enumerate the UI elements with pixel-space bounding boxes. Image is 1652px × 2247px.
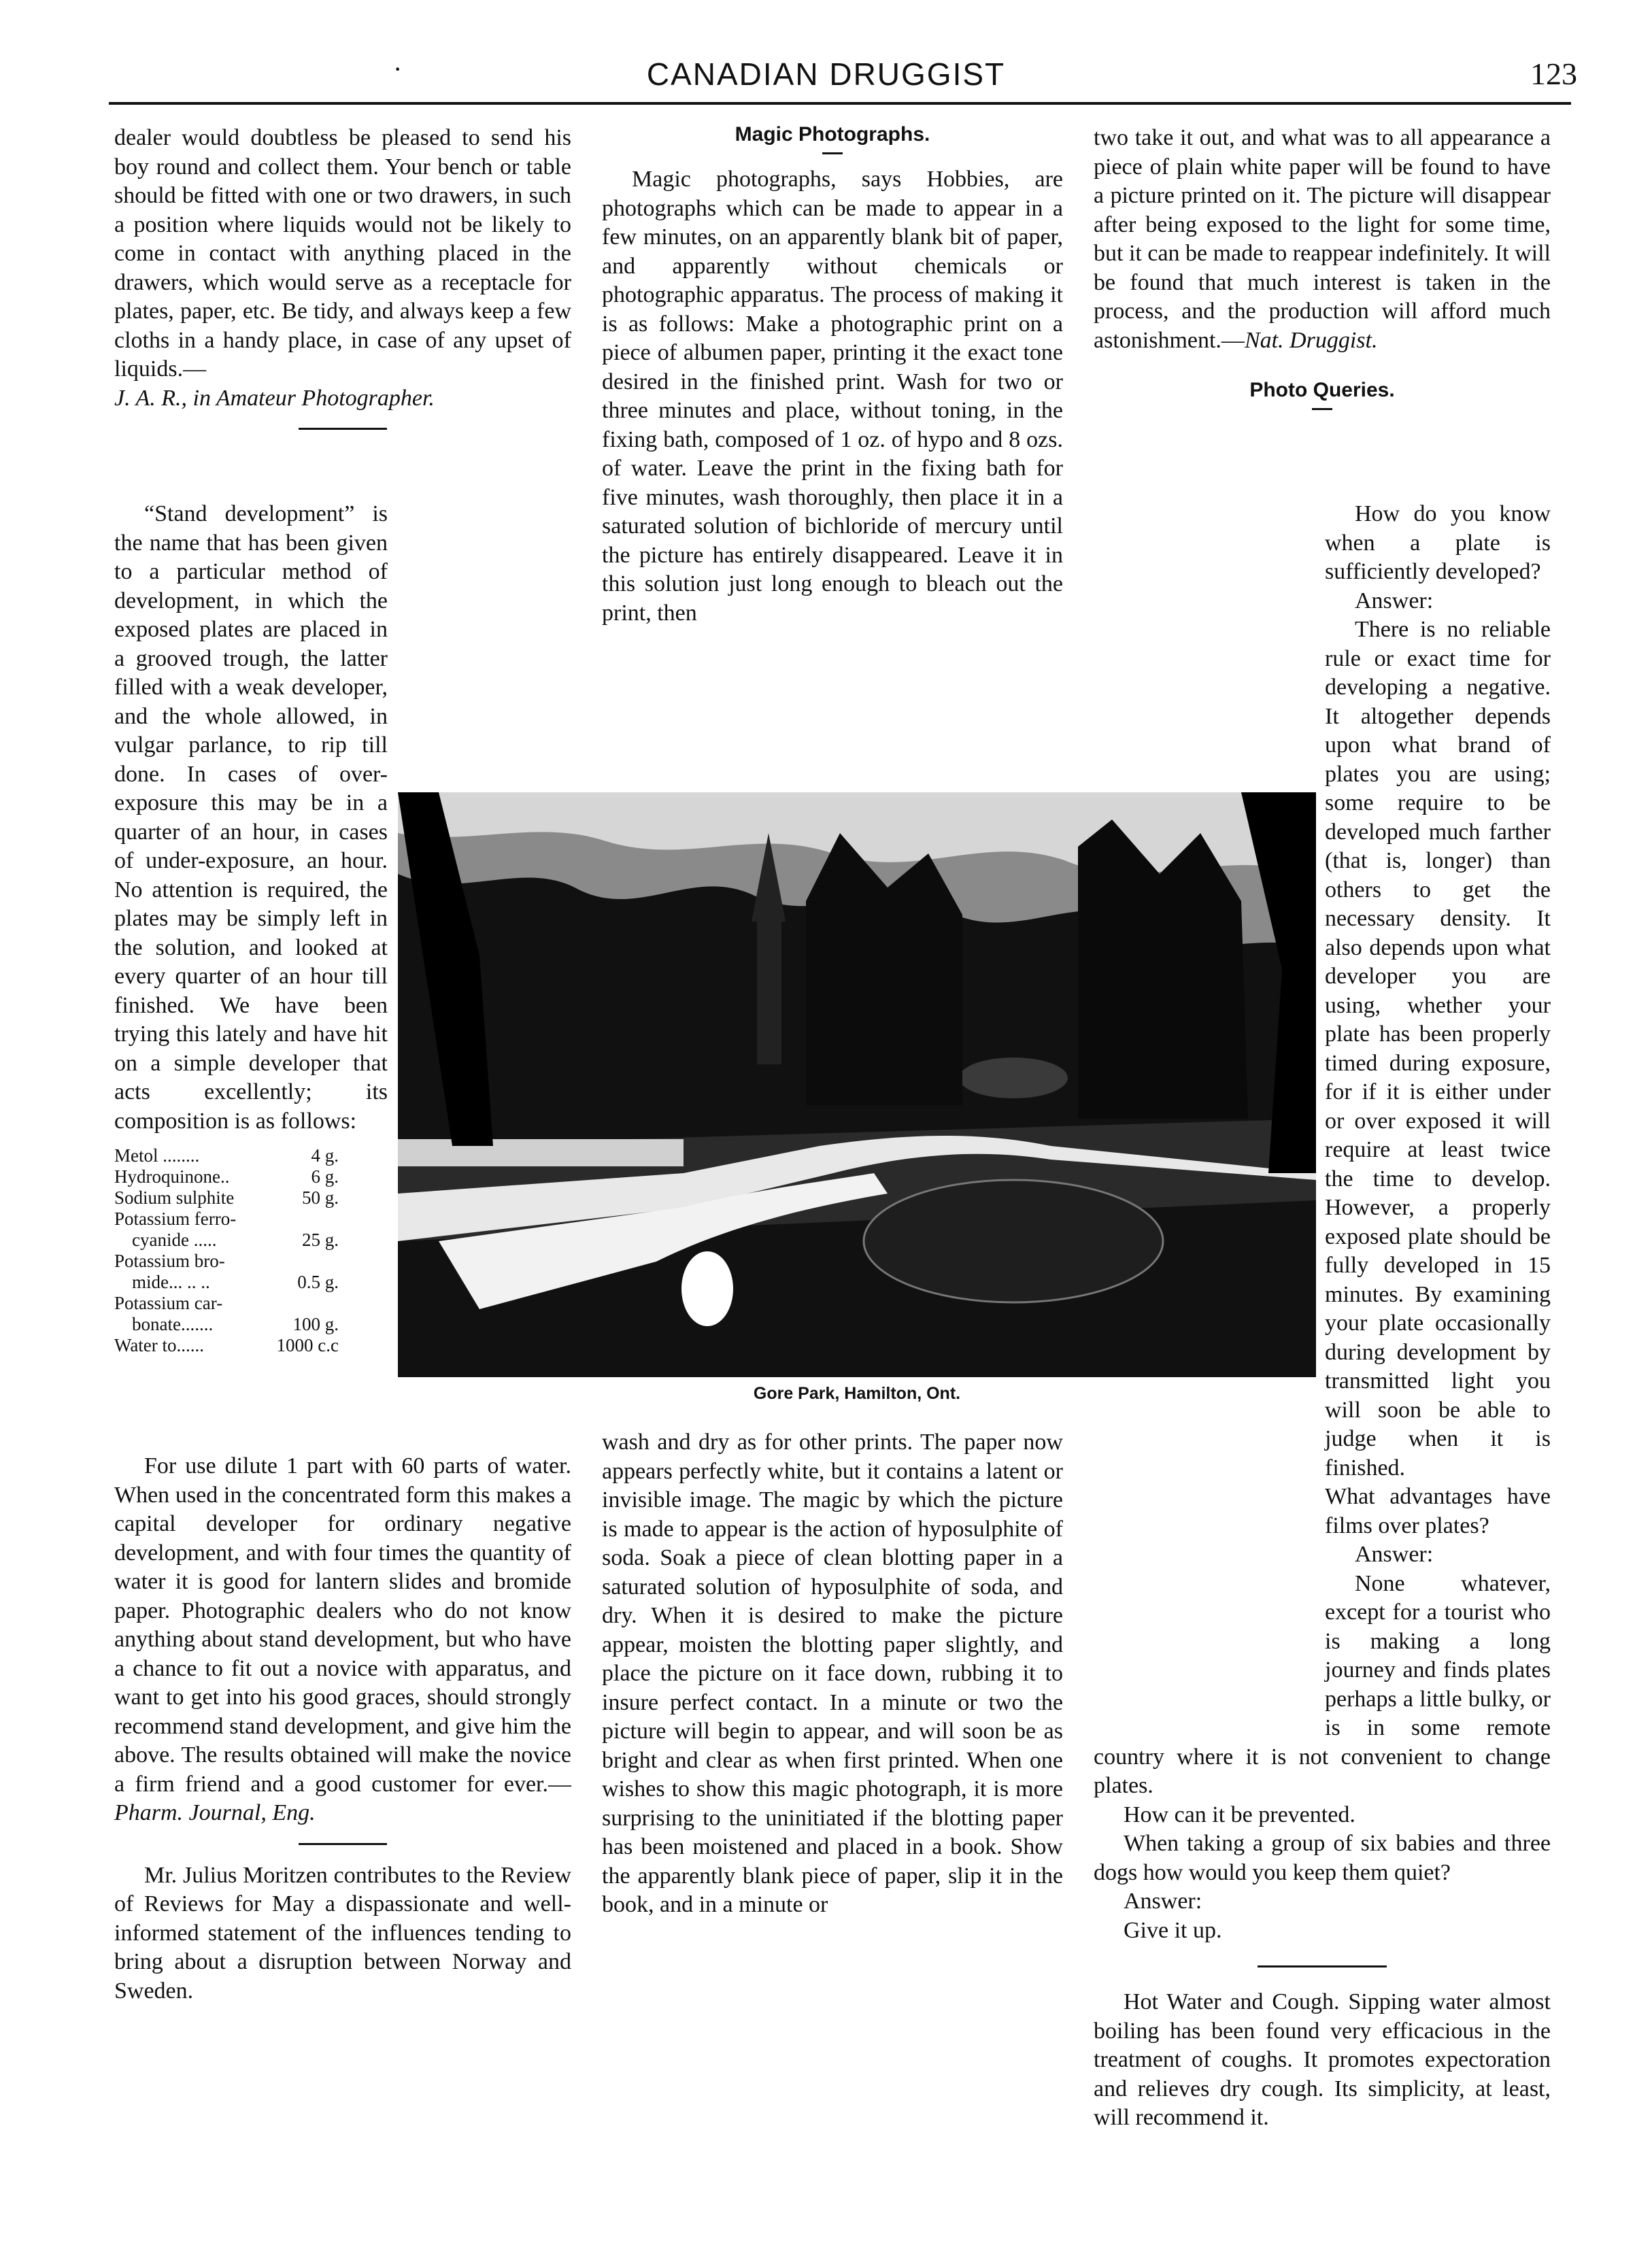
paragraph: Magic photographs, says Hobbies, are photographs which can be made to appear in a few minutes, on an apparently blank bit of paper, and apparently without chemicals or photographic apparatus. The process of making it is as follows: Make a photographic print on a piece of albumen paper, printing it the exact tone desired in the finished print. Wash for two or three minutes and place, without toning, in the fixing bath, composed of 1 oz. of hypo and 8 ozs. of water. Leave the print in the fixing bath for five minutes, wash thoroughly, then place it in a saturated solution of bichloride of mercury until the picture has entirely disappeared. Leave it in this solution just long enough to bleach out the print, then: [602, 167, 1063, 626]
article-heading: Photo Queries.: [1249, 379, 1395, 401]
section-divider: [1258, 1965, 1387, 1967]
answer-label: Answer:: [1124, 1889, 1202, 1914]
stray-mark: ·: [393, 54, 403, 84]
page-number: 123: [1530, 56, 1577, 91]
query: How do you know when a plate is sufficiently developed?: [1325, 501, 1551, 584]
recipe-row: mide... .. .. 0.5 g.: [132, 1272, 339, 1292]
paragraph: [114, 1452, 571, 1828]
paragraph: Mr. Julius Moritzen contributes to the Review of Reviews for May a dispassionate and well-informed statement of the influences tending to bring about a disruption between Norway and Sweden.: [114, 1862, 571, 2004]
recipe-table: [114, 1145, 339, 1356]
paragraph-text: For use dilute 1 part with 60 parts of water. When used in the concentrated form this makes a capital developer for ordinary negative development, and with four times the quantity of water it is good for lantern slides and bromide paper. Photographic dealers who do not know anything about stand development, but who have a chance to fit out a novice with apparatus, and want to get into his good graces, should strongly recommend stand development, and give him the above. The results obtained will make the novice a firm friend and a good customer for ever.—: [114, 1453, 571, 1797]
query: How can it be prevented.: [1124, 1802, 1355, 1827]
query: What advantages have films over plates?: [1325, 1484, 1551, 1538]
source-citation: Pharm. Journal, Eng.: [114, 1800, 316, 1825]
section-divider: [299, 1843, 387, 1845]
source-line: [114, 384, 571, 413]
recipe-row: Metol ........ 4 g.: [114, 1145, 339, 1166]
column-3-top: [1094, 124, 1551, 421]
column-2-bottom: [602, 1428, 1063, 1920]
recipe-row: Potassium car-: [114, 1293, 223, 1313]
column-1-top: [114, 124, 571, 446]
recipe-row: Sodium sulphite 50 g.: [114, 1187, 339, 1208]
heading-dash: [1312, 408, 1332, 410]
column-2-top: [602, 121, 1063, 628]
recipe-row: Water to...... 1000 c.c: [114, 1335, 339, 1355]
column-3-queries: [1094, 500, 1551, 2133]
answer: Give it up.: [1124, 1917, 1222, 1943]
recipe-row: bonate....... 100 g.: [132, 1314, 339, 1334]
answer-label: Answer:: [1355, 588, 1434, 613]
paragraph: [114, 124, 571, 384]
answer-label: Answer:: [1355, 1542, 1434, 1567]
recipe-row: cyanide ..... 25 g.: [132, 1230, 339, 1250]
photo-wrap-space: [1094, 768, 1325, 1734]
heading-dash: [822, 152, 843, 154]
answer: None whatever, except for a tourist who is making a long journey and finds plates perhaps a little bulky, or is in some remote country where it is not convenient to change plates.: [1094, 1570, 1551, 1798]
recipe-row: Potassium bro-: [114, 1251, 225, 1271]
recipe-row: Potassium ferro-: [114, 1209, 237, 1229]
paragraph: wash and dry as for other prints. The paper now appears perfectly white, but it contains a latent or invisible image. The magic by which the picture is made to appear is the action of hyposulphite of soda. Soak a piece of clean blotting paper in a saturated solution of hyposulphite of soda, and dry. When it is desired to make the picture appear, moisten the blotting paper slightly, and place the picture on it face down, rubbing it to insure perfect contact. In a minute or two the picture will begin to appear, and will soon be as bright and clear as when first printed. When one wishes to show this magic photograph, it is more surprising to the uninitiated if the blotting paper has been moistened and placed in a book. Show the apparently blank piece of paper, slip it in the book, and in a minute or: [602, 1430, 1063, 1917]
answer: There is no reliable rule or exact time for developing a negative. It altogether depends upon what brand of plates you are using; some require to be developed much farther (that is, longer) than others to get the necessary density. It also depends upon what developer you are using, whether your plate has been properly timed during exposure, for if it is either under or over exposed it will require at least twice the time to develop. However, a properly exposed plate should be fully developed in 15 minutes. By examining your plate occasionally during development by transmitted light you will soon be able to judge when it is finished.: [1325, 617, 1551, 1481]
source-citation: Nat. Druggist.: [1244, 327, 1378, 353]
query: When taking a group of six babies and three dogs how would you keep them quiet?: [1094, 1831, 1551, 1885]
header-rule: [109, 102, 1571, 105]
paragraph-text: dealer would doubtless be pleased to send his boy round and collect them. Your bench or table should be fitted with one or two drawers, in such a position where liquids would not be likely to come in contact with anything placed in the drawers, which would serve as a receptacle for plates, paper, etc. Be tidy, and always keep a few cloths in a handy place, in case of any upset of liquids.—: [114, 125, 571, 382]
paragraph: [1094, 124, 1551, 355]
paragraph-text: two take it out, and what was to all appearance a piece of plain white paper will be found to have a picture printed on it. The picture will disappear after being exposed to the light for some time, but it can be made to reappear indefinitely. It will be found that much interest is taken in the process, and the production will afford much astonishment.—: [1094, 125, 1551, 353]
journal-title: CANADIAN DRUGGIST: [646, 56, 1006, 92]
article-heading: Magic Photographs.: [735, 123, 930, 146]
section-divider: [299, 428, 387, 430]
paragraph: “Stand development” is the name that has been given to a particular method of development, in which the exposed plates are placed in a grooved trough, the latter filled with a weak developer, and the whole allowed, in vulgar parlance, to rip till done. In cases of over-exposure this may be in a quarter of an hour, in cases of under-exposure, an hour. No attention is required, the plates may be simply left in the solution, and looked at every quarter of an hour till finished. We have been trying this lately and have hit on a simple developer that acts excellently; its composition is as follows:: [114, 501, 388, 1134]
paragraph: Hot Water and Cough. Sipping water almost boiling has been found very efficacious in the treatment of coughs. It promotes expectoration and relieves dry cough. Its simplicity, at least, will recommend it.: [1094, 1989, 1551, 2130]
photo-caption: Gore Park, Hamilton, Ont.: [753, 1384, 961, 1403]
column-1-bottom: [114, 1452, 571, 2006]
recipe-row: Hydroquinone.. 6 g.: [114, 1166, 339, 1187]
page-header: [0, 49, 1652, 97]
source-citation: J. A. R., in Amateur Photographer.: [114, 385, 435, 411]
